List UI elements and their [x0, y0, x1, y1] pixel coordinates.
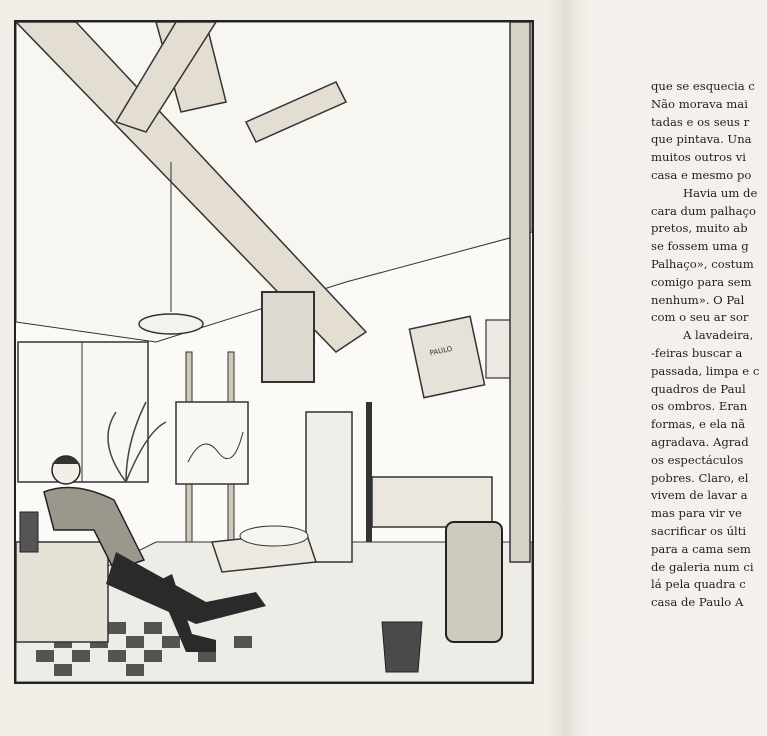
text-line: se fossem uma g — [651, 239, 749, 254]
text-column — [651, 78, 767, 638]
text-line: de galeria num ci — [651, 559, 754, 574]
text-line: passada, limpa e c — [651, 363, 760, 378]
text-line: mas para vir ve — [651, 506, 742, 521]
text-line: casa de Paulo A — [651, 595, 744, 610]
text-line: sacrificar os últi — [651, 523, 747, 538]
text-line: Palhaço», costum — [651, 256, 754, 271]
text-line: lá pela quadra c — [651, 577, 746, 592]
text-line: pobres. Claro, el — [651, 470, 749, 485]
text-line: -feiras buscar a — [651, 345, 743, 360]
studio-drawing — [16, 22, 532, 682]
text-line: casa e mesmo po — [651, 167, 752, 182]
text-line: muitos outros vi — [651, 150, 746, 165]
text-line: comigo para sem — [651, 274, 752, 289]
text-line: pretos, muito ab — [651, 221, 748, 236]
text-line: agradava. Agrad — [651, 434, 749, 449]
text-line: que se esquecia c — [651, 79, 755, 93]
text-line: nenhum». O Pal — [651, 292, 745, 307]
sign-text: PAULO — [429, 344, 454, 358]
text-line: com o seu ar sor — [651, 310, 749, 325]
text-line: Não morava mai — [651, 96, 748, 111]
text-line: Havia um de — [683, 185, 758, 200]
book-gutter — [548, 0, 588, 736]
text-line: A lavadeira, — [683, 328, 754, 343]
text-line: cara dum palhaço — [651, 203, 757, 218]
text-line: vivem de lavar a — [651, 488, 748, 503]
text-line: os espectáculos — [651, 452, 744, 467]
text-line: formas, e ela nã — [651, 417, 746, 432]
text-line: quadros de Paul — [651, 381, 746, 396]
studio-illustration — [14, 20, 534, 684]
text-line: os ombros. Eran — [651, 399, 748, 414]
text-line: tadas e os seus r — [651, 114, 750, 129]
text-line: que pintava. Una — [651, 132, 752, 147]
text-line: para a cama sem — [651, 541, 751, 556]
